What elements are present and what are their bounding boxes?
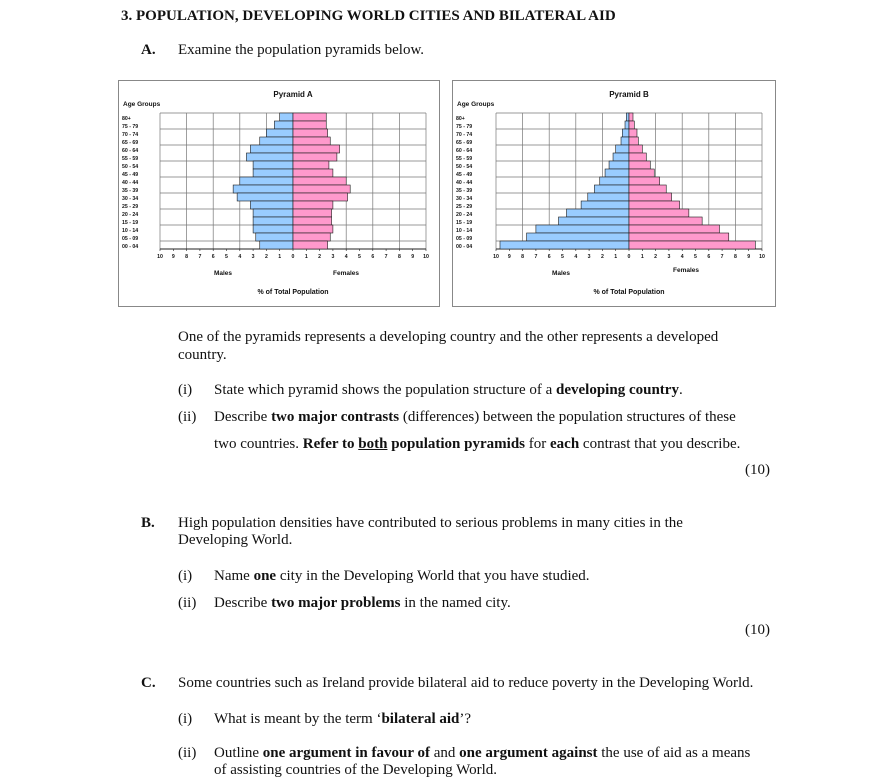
pyramid-a-female-bar: [293, 241, 328, 249]
pyramid-a-male-bar: [250, 145, 293, 153]
pyramid-a-x-tick-label: 5: [358, 254, 361, 260]
pyramid-b-male-bar: [622, 129, 629, 137]
pyramid-a-male-bar: [266, 129, 293, 137]
pyramid-a-age-label: 35 - 39: [122, 188, 139, 195]
pyramid-b-female-bar: [629, 153, 646, 161]
pyramid-b-title: Pyramid B: [609, 90, 649, 99]
pyramid-b-x-tick-label: 2: [600, 254, 604, 260]
part-c-q1-number: (i): [178, 711, 193, 727]
pyramid-b-age-label: 45 - 49: [456, 172, 473, 179]
pyramid-a-age-label: 60 - 64: [122, 148, 139, 155]
pyramid-a-male-bar: [240, 177, 293, 185]
part-a-q1-text: State which pyramid shows the population structure of a developing country.: [214, 382, 683, 398]
pyramid-b-x-axis-title: % of Total Population: [593, 289, 665, 296]
pyramid-b-male-bar: [605, 169, 629, 177]
pyramid-a-x-tick-label: 8: [185, 254, 189, 260]
pyramid-a-x-tick-label: 10: [157, 254, 163, 260]
pyramid-a-male-bar: [274, 121, 293, 129]
pyramid-b-female-bar: [629, 217, 702, 225]
pyramid-b-x-tick-label: 8: [521, 254, 525, 260]
pyramid-a-female-bar: [293, 121, 326, 129]
pyramid-b-x-tick-label: 7: [720, 254, 724, 260]
part-a-q2-text-line2: two countries. Refer to both population pyramids for each contrast that you describe.: [214, 436, 741, 452]
pyramid-a-male-bar: [280, 113, 293, 121]
pyramid-b-age-label: 70 - 74: [456, 132, 473, 139]
pyramid-a-age-label: 05 - 09: [122, 236, 139, 243]
pyramid-b-x-tick-label: 10: [759, 254, 765, 260]
pyramid-a-male-bar: [233, 185, 293, 193]
pyramid-a-age-label: 10 - 14: [122, 228, 139, 235]
pyramid-b-male-bar: [621, 137, 629, 145]
pyramid-a-y-axis-title: Age Groups: [123, 101, 161, 108]
pyramid-a-female-bar: [293, 145, 340, 153]
pyramid-a-age-label: 30 - 34: [122, 196, 139, 203]
pyramid-a-x-tick-label: 2: [318, 254, 322, 260]
pyramid-b-age-label: 60 - 64: [456, 148, 473, 155]
pyramid-a-x-tick-label: 1: [278, 254, 282, 260]
pyramid-b-age-label: 30 - 34: [456, 196, 473, 203]
pyramid-a-male-bar: [253, 169, 293, 177]
pyramid-b-female-bar: [629, 137, 638, 145]
pyramid-a-female-bar: [293, 113, 326, 121]
pyramid-b-female-bar: [629, 161, 650, 169]
pyramid-b-male-bar: [594, 185, 629, 193]
pyramid-a-male-bar: [253, 217, 293, 225]
pyramid-a-female-bar: [293, 153, 337, 161]
pyramid-b-x-tick-label: 10: [493, 254, 499, 260]
part-c-q2-number: (ii): [178, 745, 197, 761]
part-b-q2-number: (ii): [178, 595, 197, 611]
part-a-statement-line1: One of the pyramids represents a developing country and the other represents a developed: [178, 329, 719, 345]
pyramid-b-x-tick-label: 1: [640, 254, 644, 260]
part-b-marks: (10): [745, 622, 770, 638]
pyramid-a-female-bar: [293, 209, 332, 217]
pyramid-a-age-label: 15 - 19: [122, 220, 139, 227]
pyramid-b-male-bar: [527, 233, 629, 241]
question-title: 3. POPULATION, DEVELOPING WORLD CITIES AND BILATERAL AID: [121, 8, 616, 24]
part-b-intro-line1: High population densities have contributed to serious problems in many cities in the: [178, 515, 683, 531]
pyramid-a-female-bar: [293, 217, 332, 225]
pyramid-b-x-tick-label: 8: [733, 254, 737, 260]
pyramid-b-female-bar: [629, 225, 719, 233]
pyramid-a-male-bar: [256, 233, 293, 241]
pyramid-a-x-tick-label: 5: [225, 254, 228, 260]
pyramid-a-age-label: 25 - 29: [122, 204, 139, 211]
pyramid-a-males-label: Males: [213, 270, 233, 277]
pyramid-b-female-bar: [629, 129, 637, 137]
pyramid-b-male-bar: [616, 145, 629, 153]
pyramid-b-female-bar: [629, 241, 755, 249]
pyramid-b-female-bar: [629, 185, 666, 193]
pyramid-b-age-label: 75 - 79: [456, 124, 473, 131]
part-a-marks: (10): [745, 462, 770, 478]
part-a-label: A.: [141, 42, 156, 58]
pyramid-b-female-bar: [629, 121, 634, 129]
pyramid-b-chart: [452, 80, 776, 307]
part-b-q1-number: (i): [178, 568, 193, 584]
pyramid-b-female-bar: [629, 233, 729, 241]
part-c-label: C.: [141, 675, 156, 691]
pyramid-a-female-bar: [293, 177, 346, 185]
pyramid-a-x-tick-label: 10: [423, 254, 429, 260]
pyramid-a-age-label: 75 - 79: [122, 124, 139, 131]
pyramid-a-female-bar: [293, 225, 333, 233]
pyramid-b-age-label: 05 - 09: [456, 236, 473, 243]
pyramid-a-svg: [119, 81, 439, 306]
pyramid-a-age-label: 00 - 04: [122, 244, 139, 251]
pyramid-b-x-tick-label: 5: [694, 254, 697, 260]
pyramid-a-female-bar: [293, 201, 333, 209]
pyramid-a-x-tick-label: 2: [264, 254, 268, 260]
pyramid-b-x-tick-label: 2: [654, 254, 658, 260]
pyramid-b-x-tick-label: 4: [574, 254, 578, 260]
pyramid-b-male-bar: [588, 193, 629, 201]
pyramid-a-female-bar: [293, 169, 333, 177]
part-a-q2-text-line1: Describe two major contrasts (differences) between the population structures of these: [214, 409, 736, 425]
pyramid-b-age-label: 20 - 24: [456, 212, 473, 219]
pyramid-b-age-label: 10 - 14: [456, 228, 473, 235]
pyramid-b-female-bar: [629, 113, 633, 121]
pyramid-a-male-bar: [237, 193, 293, 201]
pyramid-b-age-label: 80+: [456, 116, 465, 123]
part-a-intro: Examine the population pyramids below.: [178, 42, 425, 58]
part-a-statement-line2: country.: [178, 347, 227, 363]
pyramid-a-age-label: 45 - 49: [122, 172, 139, 179]
part-a-q1-number: (i): [178, 382, 193, 398]
pyramid-b-x-tick-label: 6: [547, 254, 551, 260]
pyramid-a-x-tick-label: 6: [371, 254, 375, 260]
part-a-q2-number: (ii): [178, 409, 197, 425]
pyramid-b-age-label: 00 - 04: [456, 244, 473, 251]
pyramid-b-x-tick-label: 9: [747, 254, 751, 260]
part-c-intro: Some countries such as Ireland provide bilateral aid to reduce poverty in the Developing World.: [178, 675, 754, 691]
pyramid-b-age-label: 15 - 19: [456, 220, 473, 227]
part-b-intro-line2: Developing World.: [178, 532, 293, 548]
pyramid-a-age-label: 20 - 24: [122, 212, 139, 219]
pyramid-a-female-bar: [293, 185, 350, 193]
pyramid-a-x-tick-label: 7: [384, 254, 388, 260]
pyramid-b-female-bar: [629, 209, 689, 217]
pyramid-a-x-tick-label: 3: [331, 254, 335, 260]
pyramid-a-title: Pyramid A: [273, 90, 313, 99]
pyramid-a-age-label: 50 - 54: [122, 164, 139, 171]
pyramid-a-age-label: 40 - 44: [122, 180, 139, 187]
pyramid-a-x-tick-label: 0: [291, 254, 295, 260]
pyramid-b-x-tick-label: 4: [680, 254, 684, 260]
pyramid-a-x-tick-label: 4: [344, 254, 348, 260]
part-c-q2-text-line2: of assisting countries of the Developing World.: [214, 762, 498, 778]
pyramid-b-x-tick-label: 3: [667, 254, 671, 260]
pyramid-a-male-bar: [250, 201, 293, 209]
pyramid-a-female-bar: [293, 129, 328, 137]
pyramid-b-male-bar: [626, 113, 629, 121]
pyramid-a-x-tick-label: 6: [211, 254, 215, 260]
pyramid-a-female-bar: [293, 161, 329, 169]
pyramid-b-y-axis-title: Age Groups: [457, 101, 495, 108]
pyramid-a-male-bar: [246, 153, 293, 161]
pyramid-a-age-label: 80+: [122, 116, 131, 123]
pyramid-b-male-bar: [600, 177, 629, 185]
pyramid-a-age-label: 70 - 74: [122, 132, 139, 139]
pyramid-b-female-bar: [629, 177, 660, 185]
pyramid-b-female-bar: [629, 201, 680, 209]
pyramid-b-male-bar: [559, 217, 629, 225]
pyramid-a-chart: [118, 80, 440, 307]
pyramid-b-male-bar: [625, 121, 629, 129]
pyramid-a-male-bar: [253, 209, 293, 217]
pyramid-b-female-bar: [629, 169, 654, 177]
pyramid-b-age-label: 25 - 29: [456, 204, 473, 211]
pyramid-b-x-tick-label: 9: [507, 254, 511, 260]
pyramid-b-female-bar: [629, 145, 642, 153]
pyramid-a-male-bar: [253, 161, 293, 169]
pyramid-a-x-tick-label: 4: [238, 254, 242, 260]
pyramid-b-x-tick-label: 5: [561, 254, 564, 260]
pyramid-a-females-label: Females: [332, 270, 360, 277]
part-c-q2-text-line1: Outline one argument in favour of and one argument against the use of aid as a means: [214, 745, 751, 761]
pyramid-a-male-bar: [253, 225, 293, 233]
pyramid-a-female-bar: [293, 137, 330, 145]
pyramid-a-female-bar: [293, 233, 330, 241]
pyramid-a-male-bar: [260, 241, 293, 249]
pyramid-a-x-tick-label: 3: [251, 254, 255, 260]
pyramid-b-x-tick-label: 7: [534, 254, 538, 260]
pyramid-a-x-tick-label: 9: [411, 254, 415, 260]
pyramid-b-x-tick-label: 3: [587, 254, 591, 260]
pyramid-a-female-bar: [293, 193, 348, 201]
pyramid-b-x-tick-label: 0: [627, 254, 631, 260]
pyramid-b-age-label: 55 - 59: [456, 156, 473, 163]
pyramid-a-age-label: 55 - 59: [122, 156, 139, 163]
part-b-q2-text: Describe two major problems in the named city.: [214, 595, 511, 611]
part-b-q1-text: Name one city in the Developing World that you have studied.: [214, 568, 590, 584]
pyramid-b-male-bar: [613, 153, 629, 161]
pyramid-a-x-axis-title: % of Total Population: [257, 289, 329, 296]
pyramid-b-x-tick-label: 1: [614, 254, 618, 260]
pyramid-b-male-bar: [609, 161, 629, 169]
pyramid-b-age-label: 40 - 44: [456, 180, 473, 187]
part-c-q1-text: What is meant by the term ‘bilateral aid’?: [214, 711, 472, 727]
pyramid-b-male-bar: [536, 225, 629, 233]
pyramid-b-male-bar: [581, 201, 629, 209]
part-b-label: B.: [141, 515, 155, 531]
pyramid-a-x-tick-label: 1: [304, 254, 308, 260]
pyramid-b-age-label: 65 - 69: [456, 140, 473, 147]
pyramid-b-male-bar: [500, 241, 629, 249]
pyramid-b-female-bar: [629, 193, 672, 201]
pyramid-b-males-label: Males: [551, 270, 571, 277]
pyramid-b-females-label: Females: [672, 267, 700, 274]
pyramid-a-male-bar: [260, 137, 293, 145]
pyramid-a-age-label: 65 - 69: [122, 140, 139, 147]
pyramid-a-x-tick-label: 7: [198, 254, 202, 260]
pyramid-b-age-label: 50 - 54: [456, 164, 473, 171]
pyramid-b-male-bar: [566, 209, 629, 217]
pyramid-a-x-tick-label: 9: [171, 254, 175, 260]
pyramid-b-svg: [453, 81, 775, 306]
pyramid-b-age-label: 35 - 39: [456, 188, 473, 195]
pyramid-a-x-tick-label: 8: [397, 254, 401, 260]
pyramid-b-x-tick-label: 6: [707, 254, 711, 260]
